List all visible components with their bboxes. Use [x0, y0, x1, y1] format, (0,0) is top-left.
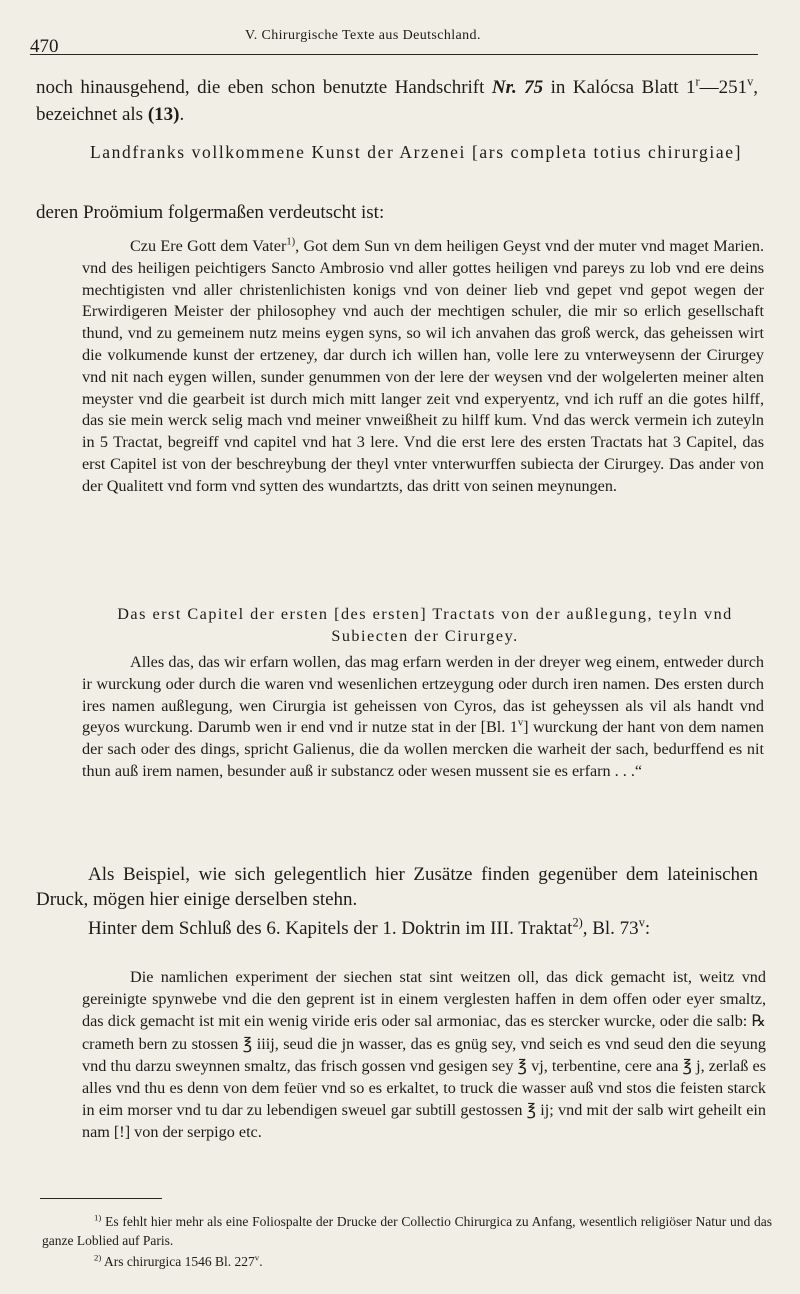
footnote-1 — [42, 1212, 772, 1250]
manuscript-number: Nr. 75 — [491, 77, 544, 98]
work-title: Landfranks vollkommene Kunst der Arzenei [ars completa totius chirurgiae] — [90, 142, 743, 162]
hinter-text-b: , Bl. 73 — [582, 918, 639, 939]
intro-text-a: noch hinausgehend, die eben schon benutzte Handschrift — [36, 77, 492, 98]
verso-mark: v — [747, 74, 754, 89]
proem-quote — [82, 236, 764, 498]
chapter-quote-text-a: Alles das, das wir erfarn wollen, das mag erfarn werden in der dreyer weg einem, entweder durch ir wurckung oder durch die waren vnd wesenlichen ertzeygung oder durch iren namen. Des ersten durch ires namen außlegung, wen Cirurgia ist geheissen von Cyros, das ist geheyssen als vil als handt vnd geyos wurckung. Darumb wen ir end vnd ir nutze stat in der [Bl. 1 — [82, 653, 764, 737]
footnote-ref-1: 1) — [286, 236, 296, 248]
chapter-heading: Das erst Capitel der ersten [des ersten] Tractats von der außlegung, teyln vnd Subiecten der Cirurgey. — [117, 605, 733, 645]
example-paragraph — [36, 862, 758, 912]
proem-quote-text-a: Czu Ere Gott dem Vater — [130, 237, 287, 255]
running-title: V. Chirurgische Texte aus Deutschland. — [245, 28, 481, 43]
chapter-quote — [82, 652, 764, 783]
proem-quote-text-b: , Got dem Sun vn dem heiligen Geyst vnd der muter vnd maget Marien. vnd des heiligen peichtigers Sancto Ambrosio vnd aller gottes heiligen vnd pareys zu lob vnd ere deins mechtigisten vnd aller christenlichisten konigs vnd von deiner lieb vnd gepet vnd gepot wegen der Erwirdigeren Meister der philosophey vnd auch der mechtigen schuler, die mir so erlich gesellschaft thund, vnd zu gemeinem nutz meins eygen syns, so wil ich anvahen das groß werck, das geheissen wirt die volkumende kunst der ertzeney, dar durch ich willen han, volle lere zu vnterweysenn der Cirurgey vnd nit nach eygen willen, sunder genummen von der lere der weysen vnd der wolgelerten meiner alten meyster vnd die gearbeit ist durch mich mitt langer zeit vnd experyentz, vnd ich ruff an die gotes hilff, das sie mein werck selig mach vnd meiner vnweißheit zu hilff kum. Vnd das werck vermein ich zuteyln in 5 Tractat, begreiff vnd capitel vnd hat 3 lere. Vnd die erst lere des ersten Tractats hat 3 Capitel, das erst Capitel ist von der beschreybung der theyl vnter vnterwurffen subiecta der Cirurgey. Das ander von der Qualitett vnd form vnd sytten des wundartzts, das dritt von seinen meynungen. — [82, 237, 765, 495]
proem-intro: deren Proömium folgermaßen verdeutscht ist: — [36, 202, 385, 223]
hinter-text-a: Hinter dem Schluß des 6. Kapitels der 1. Doktrin im III. Traktat — [88, 918, 573, 939]
recipe-quote — [82, 966, 766, 1144]
folio-range: —251 — [699, 77, 748, 98]
example-text: Als Beispiel, wie sich gelegentlich hier Zusätze finden gegenüber dem lateinischen Druck, mögen hier einige derselben stehn. — [36, 864, 758, 910]
recto-mark: r — [695, 74, 700, 89]
intro-text-d: . — [179, 104, 185, 125]
intro-text-b: in Kalócsa Blatt 1 — [543, 77, 696, 98]
footnote-mark-2: 2) — [94, 1252, 102, 1263]
footnote-2-text-b: . — [259, 1254, 263, 1269]
footnote-ref-2: 2) — [572, 915, 583, 930]
intro-text-c: , bezeichnet als — [36, 77, 758, 125]
recipe-text: Die namlichen experiment der siechen stat sint weitzen oll, das dick gemacht ist, weitz vnd gereinigte spynwebe vnd die den geprent ist in einem verglesten haffen in dem offen oder eyer smaltz, das dick gemacht ist mit ein wenig viride eris oder sal armoniac, das es stercker wurcke, oder die salb: ℞ crameth bern zu stossen ℥ iiij, seud die jn wasser, das es gnüg sey, vnd seich es vnd seud den die seyung vnd thu darzu sweynnen smaltz, das frisch gossen vnd gesigen sey ℥ vj, terbentine, cere ana ℥ j, zerlaß es alles vnd thu es denn von dem feüer vnd so es erkaltet, to truck die wasser auß vnd stos die feisten starck in eim morser vnd tu dar zu lebendigen sweuel gar subtill gestossen ℥ ij; vnd mit der salb wirt geheilt ein nam [!] von der serpigo etc. — [82, 968, 766, 1142]
page-header — [30, 26, 758, 55]
verso-mark: v — [638, 915, 645, 930]
page-number: 470 — [30, 36, 59, 57]
footnote-divider — [40, 1198, 162, 1199]
verso-mark: v — [517, 718, 524, 729]
footnote-2 — [42, 1252, 772, 1271]
footnote-mark-1: 1) — [94, 1212, 102, 1223]
hinter-text-c: : — [644, 918, 651, 939]
siglum: (13) — [147, 104, 180, 125]
footnote-1-text: Es fehlt hier mehr als eine Foliospalte der Drucke der Collectio Chirurgica zu Anfang, wesentlich religiöser Natur und das ganze Loblied auf Paris. — [42, 1214, 772, 1248]
hinter-paragraph — [36, 916, 758, 941]
intro-paragraph — [36, 74, 758, 128]
footnote-2-text-a: Ars chirurgica 1546 Bl. 227 — [101, 1254, 255, 1269]
verso-mark: v — [254, 1252, 260, 1263]
chapter-quote-text-b: ] wurckung der hant von dem namen der sach oder des dings, spricht Galienus, die da wollen mercken die warheit der sach, bedurffend es nit thun auß irem namen, besunder auß ir substancz oder wesen mussent sie es erfarn . . .“ — [82, 718, 764, 780]
